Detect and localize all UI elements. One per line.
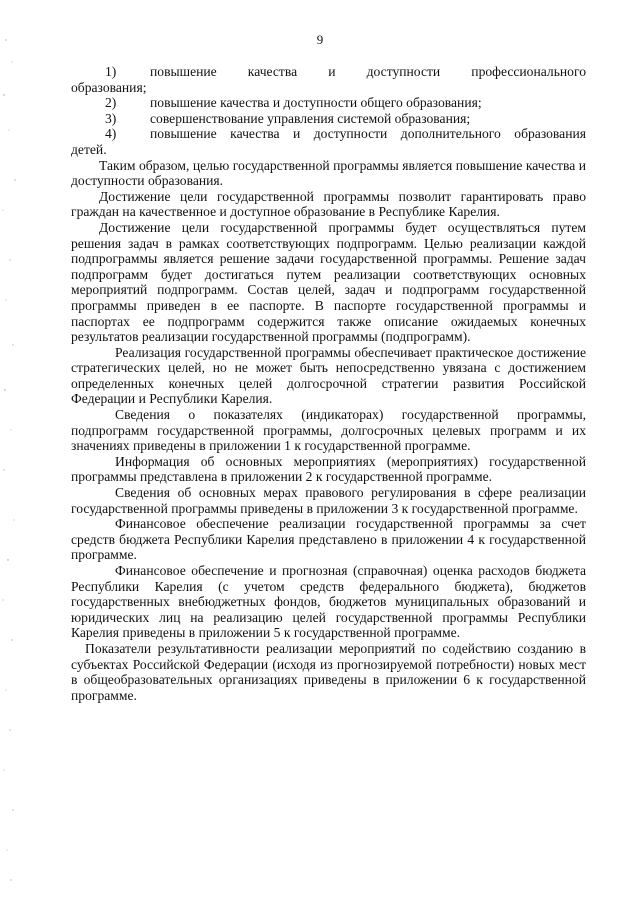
- list-item-number: 2): [105, 95, 117, 111]
- list-item-text: повышение качества и доступности общего образования;: [150, 95, 482, 111]
- paragraph: Финансовое обеспечение реализации государственной программы за счет средств бюджета Республики Карелия представлено в приложении 4 к государственной программе.: [71, 516, 586, 563]
- paragraph: Таким образом, целью государственной программы является повышение качества и доступности образования.: [71, 157, 586, 189]
- list-item-number: 4): [105, 126, 117, 142]
- list-item-continuation: детей.: [71, 141, 107, 157]
- paragraph: Сведения об основных мерах правового регулирования в сфере реализации государственной программы приведены в приложении 3 к государственной программе.: [71, 485, 586, 516]
- page-number: 9: [316, 32, 324, 47]
- list-item-text: совершенствование управления системой образования;: [150, 110, 471, 126]
- list-item: [71, 64, 586, 80]
- list-item-number: 3): [105, 110, 117, 126]
- list-item-text: повышение качества и доступности дополнительного образования: [150, 126, 586, 142]
- list-item-text: повышение качества и доступности профессионального: [150, 64, 586, 79]
- document-body: [71, 64, 586, 703]
- paragraph: Финансовое обеспечение и прогнозная (справочная) оценка расходов бюджета Республики Карелия (с учетом средств федерального бюджета), бюджетов государственных внебюджетных фондов, бюджетов муниципальных образований и юридических лиц на реализацию целей государственной программы Республики Карелия приведены в приложении 5 к государственной программе.: [71, 563, 586, 641]
- list-item-number: 1): [105, 64, 117, 79]
- paragraph: Достижение цели государственной программы будет осуществляться путем решения задач в рамках соответствующих подпрограмм. Целью реализации каждой подпрограммы является решение задачи государственной программы. Решение задач подпрограмм будет достигаться путем реализации соответствующих основных мероприятий подпрограмм. Состав целей, задач и подпрограмм государственной программы приведен в ее паспорте. В паспорте государственной программы и паспортах ее подпрограмм содержится также описание ожидаемых конечных результатов реализации государственной программы (подпрограмм).: [71, 219, 586, 345]
- list-item: [71, 111, 586, 127]
- paragraph: Информация об основных мероприятиях (мероприятиях) государственной программы представлена в приложении 2 к государственной программе.: [71, 453, 586, 485]
- paragraph: Реализация государственной программы обеспечивает практическое достижение стратегических целей, но не может быть непосредственно увязана с достижением определенных конечных целей долгосрочной стратегии развития Российской Федерации и Республики Карелия.: [71, 344, 586, 407]
- paragraph: Достижение цели государственной программы позволит гарантировать право граждан на качественное и доступное образование в Республике Карелия.: [71, 188, 586, 220]
- paragraph: Показатели результативности реализации мероприятий по содействию созданию в субъектах Российской Федерации (исходя из прогнозируемой потребности) новых мест в общеобразовательных организациях приведены в приложении 6 к государственной программе.: [71, 640, 586, 703]
- list-item: [71, 126, 586, 142]
- scan-edge-noise: [0, 0, 30, 905]
- list-item-continuation: образования;: [71, 79, 147, 95]
- paragraph: Сведения о показателях (индикаторах) государственной программы, подпрограмм государственной программы, долгосрочных целевых программ и их значениях приведены в приложении 1 к государственной программе.: [71, 407, 586, 454]
- list-item: [71, 95, 586, 111]
